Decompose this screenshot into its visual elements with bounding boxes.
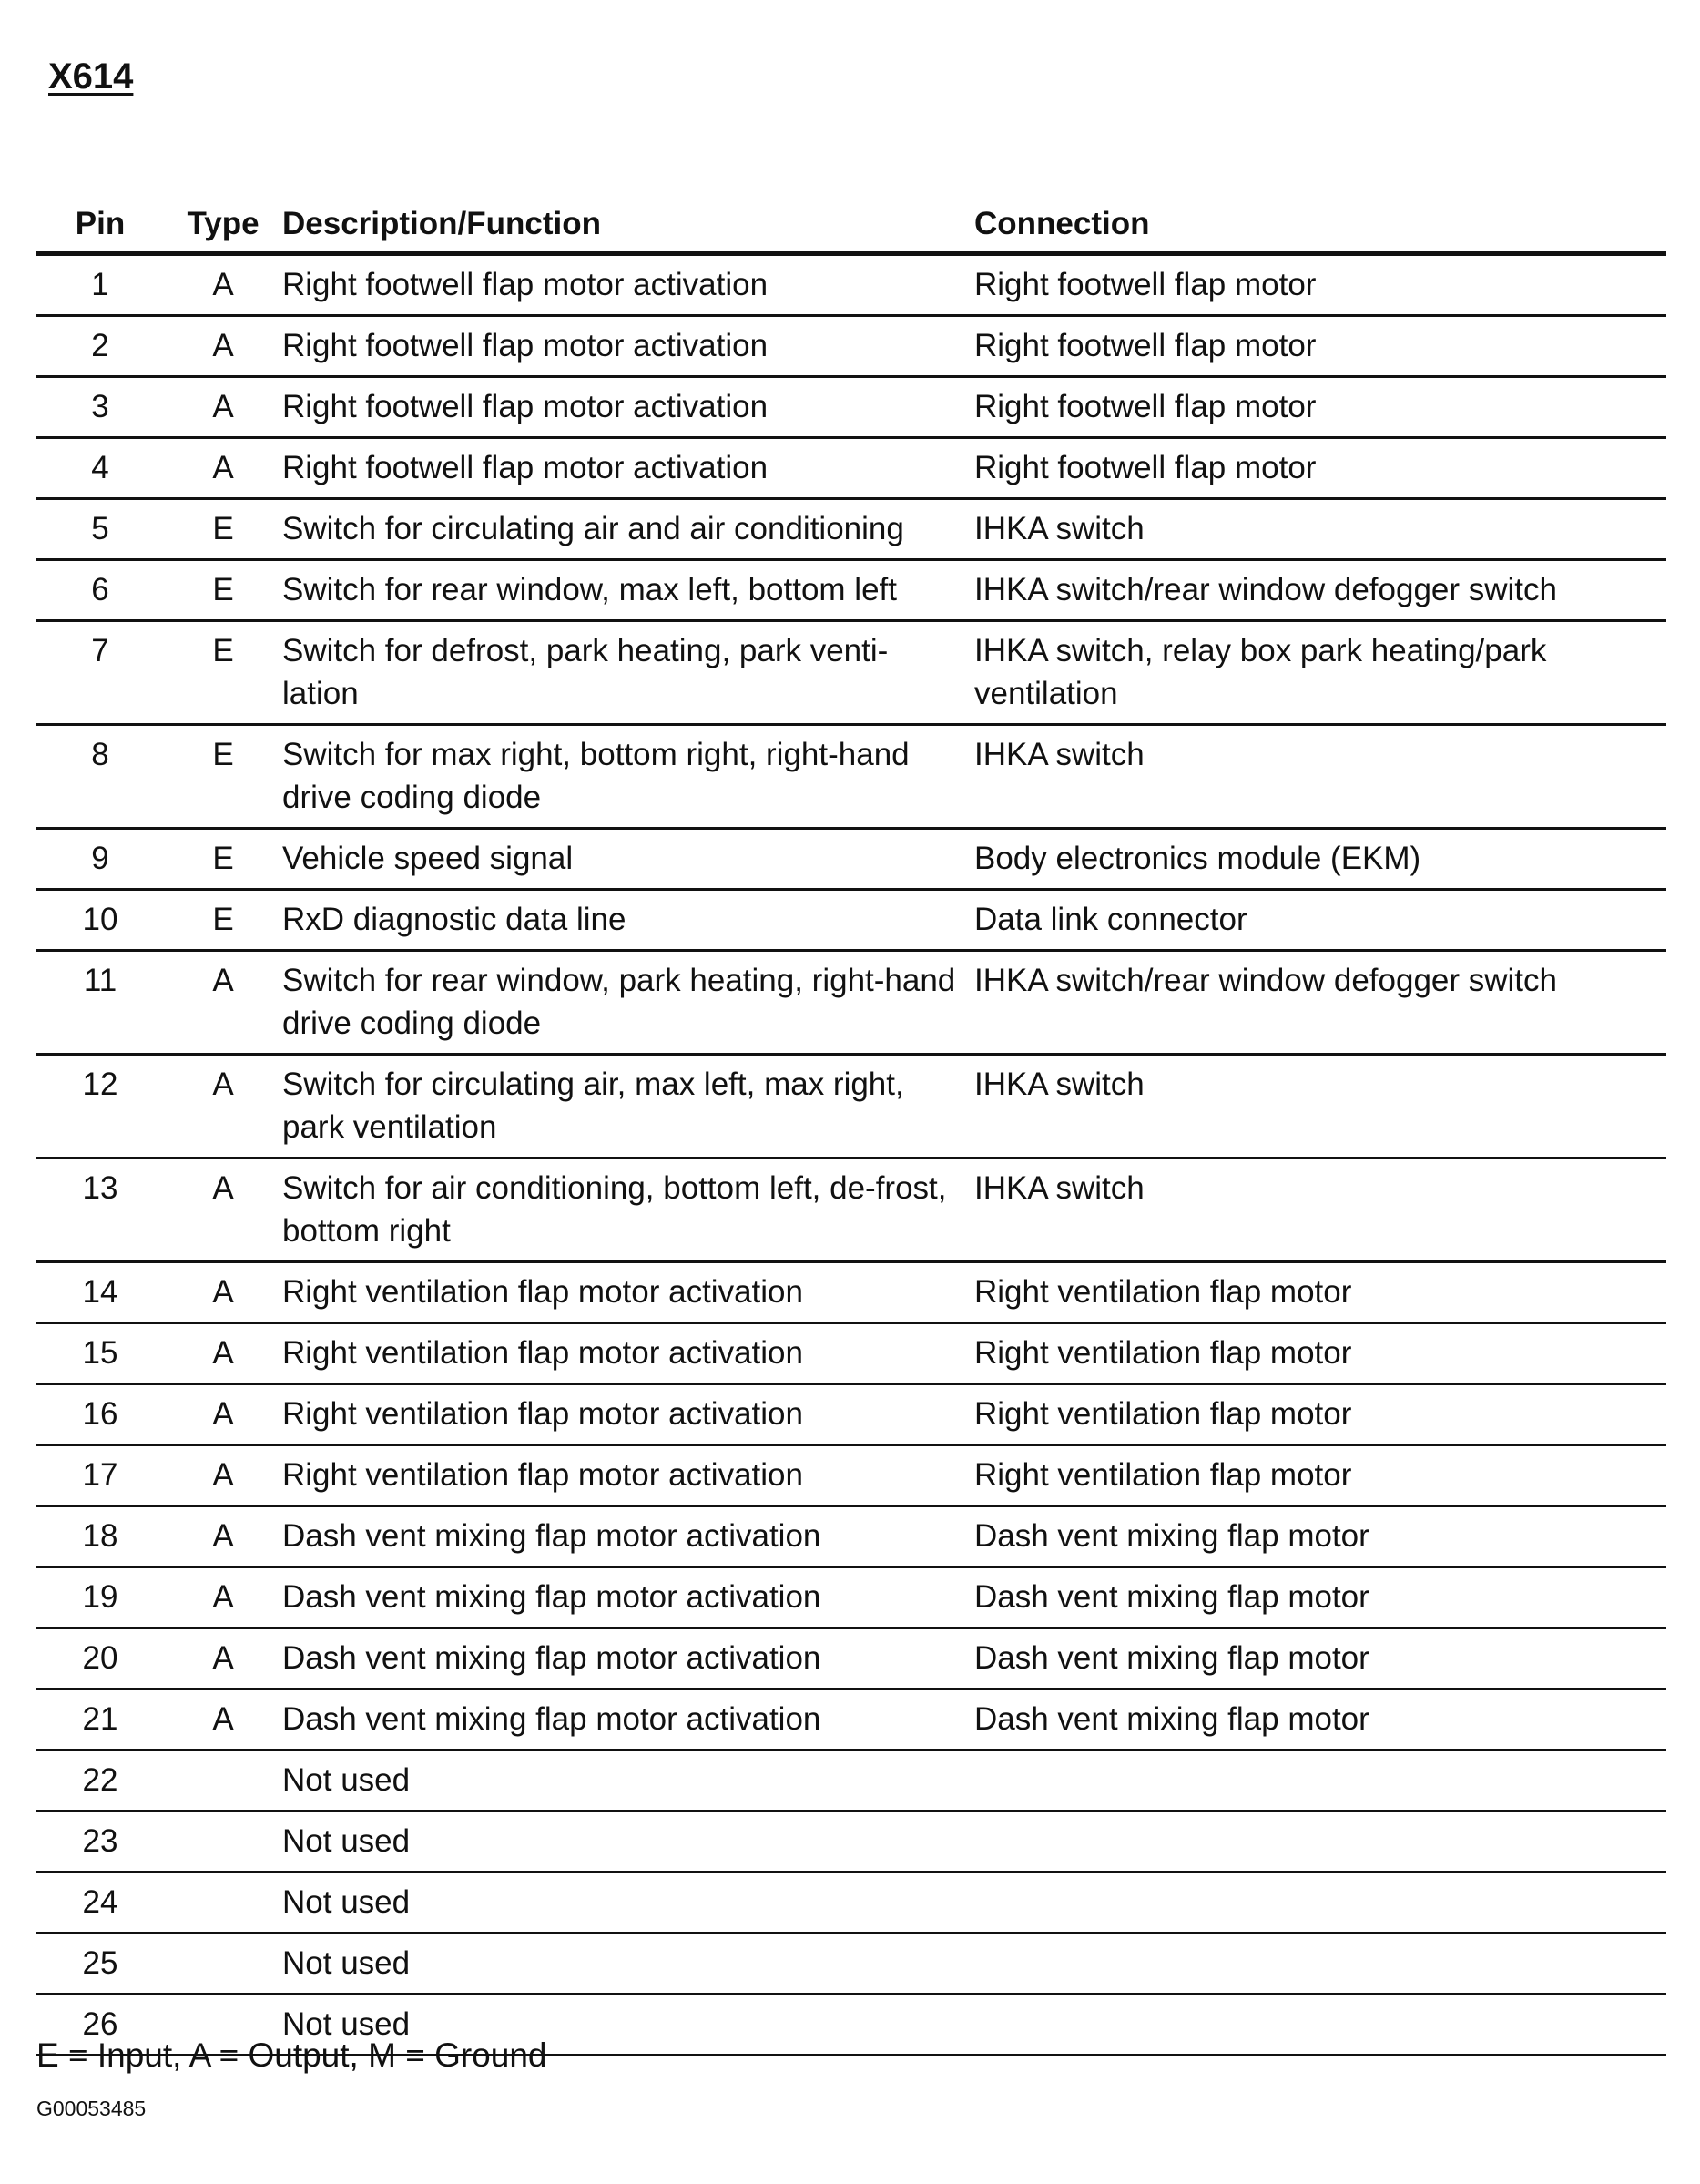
connection-cell: Data link connector: [974, 890, 1666, 951]
pin-cell: 19: [36, 1567, 164, 1628]
connection-cell: IHKA switch/rear window defogger switch: [974, 951, 1666, 1055]
pin-cell: 17: [36, 1445, 164, 1506]
type-cell: [164, 1811, 282, 1873]
column-header-description: Description/Function: [282, 200, 974, 254]
description-cell: Right ventilation flap motor activation: [282, 1323, 974, 1384]
pin-cell: 3: [36, 377, 164, 438]
table-row: [36, 725, 1666, 829]
description-cell: Dash vent mixing flap motor activation: [282, 1567, 974, 1628]
pin-cell: 4: [36, 438, 164, 499]
description-cell: Switch for max right, bottom right, right-hand drive coding diode: [282, 725, 974, 829]
connection-cell: IHKA switch: [974, 1158, 1666, 1262]
description-cell: Not used: [282, 1811, 974, 1873]
description-cell: Switch for defrost, park heating, park venti-lation: [282, 621, 974, 725]
type-cell: E: [164, 829, 282, 890]
description-cell: Switch for rear window, park heating, right-hand drive coding diode: [282, 951, 974, 1055]
table-row: [36, 1934, 1666, 1995]
pin-cell: 21: [36, 1689, 164, 1750]
pin-cell: 23: [36, 1811, 164, 1873]
type-cell: [164, 1934, 282, 1995]
connection-cell: IHKA switch: [974, 1055, 1666, 1158]
type-cell: A: [164, 951, 282, 1055]
connection-cell: [974, 1934, 1666, 1995]
description-cell: Right footwell flap motor activation: [282, 254, 974, 316]
pin-cell: 8: [36, 725, 164, 829]
connection-cell: Dash vent mixing flap motor: [974, 1628, 1666, 1689]
pin-cell: 9: [36, 829, 164, 890]
pin-cell: 16: [36, 1384, 164, 1445]
description-cell: Right footwell flap motor activation: [282, 438, 974, 499]
description-cell: Not used: [282, 1995, 974, 2056]
type-cell: A: [164, 1445, 282, 1506]
type-cell: A: [164, 1506, 282, 1567]
connection-cell: Dash vent mixing flap motor: [974, 1689, 1666, 1750]
type-cell: A: [164, 1158, 282, 1262]
table-row: [36, 1689, 1666, 1750]
table-row: [36, 621, 1666, 725]
table-row: [36, 1323, 1666, 1384]
connection-cell: Right ventilation flap motor: [974, 1384, 1666, 1445]
pin-cell: 2: [36, 316, 164, 377]
table-row: [36, 1445, 1666, 1506]
connection-cell: Right ventilation flap motor: [974, 1445, 1666, 1506]
pin-cell: 10: [36, 890, 164, 951]
pin-cell: 11: [36, 951, 164, 1055]
pin-cell: 7: [36, 621, 164, 725]
pin-cell: 26: [36, 1995, 164, 2056]
type-cell: A: [164, 1689, 282, 1750]
column-header-connection: Connection: [974, 200, 1666, 254]
table-body: [36, 254, 1666, 2056]
table-row: [36, 1873, 1666, 1934]
type-cell: A: [164, 377, 282, 438]
pin-cell: 15: [36, 1323, 164, 1384]
table-row: [36, 1750, 1666, 1811]
description-cell: Right footwell flap motor activation: [282, 377, 974, 438]
connection-cell: IHKA switch/rear window defogger switch: [974, 560, 1666, 621]
pin-cell: 24: [36, 1873, 164, 1934]
connection-cell: Body electronics module (EKM): [974, 829, 1666, 890]
description-cell: Vehicle speed signal: [282, 829, 974, 890]
type-cell: A: [164, 1323, 282, 1384]
description-cell: Switch for circulating air and air conditioning: [282, 499, 974, 560]
type-cell: E: [164, 621, 282, 725]
column-header-pin: Pin: [36, 200, 164, 254]
table-row: [36, 499, 1666, 560]
pin-cell: 22: [36, 1750, 164, 1811]
pin-cell: 1: [36, 254, 164, 316]
description-cell: Right ventilation flap motor activation: [282, 1262, 974, 1323]
table-row: [36, 1158, 1666, 1262]
connection-cell: IHKA switch, relay box park heating/park ventilation: [974, 621, 1666, 725]
table-row: [36, 1262, 1666, 1323]
type-cell: E: [164, 725, 282, 829]
description-cell: Dash vent mixing flap motor activation: [282, 1628, 974, 1689]
table-row: [36, 560, 1666, 621]
table-row: [36, 316, 1666, 377]
pin-cell: 18: [36, 1506, 164, 1567]
connection-cell: Right footwell flap motor: [974, 254, 1666, 316]
type-cell: [164, 1750, 282, 1811]
connection-cell: Right footwell flap motor: [974, 438, 1666, 499]
pin-cell: 14: [36, 1262, 164, 1323]
connection-cell: [974, 1750, 1666, 1811]
connection-cell: Right ventilation flap motor: [974, 1262, 1666, 1323]
description-cell: Switch for rear window, max left, bottom left: [282, 560, 974, 621]
table-row: [36, 951, 1666, 1055]
table-row: [36, 1811, 1666, 1873]
connection-cell: Dash vent mixing flap motor: [974, 1506, 1666, 1567]
type-cell: E: [164, 560, 282, 621]
type-legend: E = Input, A = Output, M = Ground: [36, 2036, 547, 2074]
description-cell: Dash vent mixing flap motor activation: [282, 1689, 974, 1750]
description-cell: RxD diagnostic data line: [282, 890, 974, 951]
table-row: [36, 1628, 1666, 1689]
type-cell: E: [164, 499, 282, 560]
description-cell: Not used: [282, 1750, 974, 1811]
table-row: [36, 1506, 1666, 1567]
pin-cell: 5: [36, 499, 164, 560]
description-cell: Right ventilation flap motor activation: [282, 1384, 974, 1445]
type-cell: A: [164, 316, 282, 377]
type-cell: A: [164, 1384, 282, 1445]
connection-cell: [974, 1873, 1666, 1934]
description-cell: Switch for circulating air, max left, max right, park ventilation: [282, 1055, 974, 1158]
pin-cell: 12: [36, 1055, 164, 1158]
connection-cell: Dash vent mixing flap motor: [974, 1567, 1666, 1628]
connection-cell: Right footwell flap motor: [974, 316, 1666, 377]
pin-cell: 25: [36, 1934, 164, 1995]
table-header-row: [36, 200, 1666, 254]
figure-id: G00053485: [36, 2097, 147, 2120]
pin-cell: 6: [36, 560, 164, 621]
type-cell: A: [164, 1567, 282, 1628]
table-row: [36, 377, 1666, 438]
connection-cell: IHKA switch: [974, 499, 1666, 560]
description-cell: Not used: [282, 1873, 974, 1934]
table-row: [36, 1567, 1666, 1628]
type-cell: A: [164, 1628, 282, 1689]
table-row: [36, 1384, 1666, 1445]
type-cell: A: [164, 438, 282, 499]
column-header-type: Type: [164, 200, 282, 254]
type-cell: [164, 1873, 282, 1934]
table-row: [36, 1055, 1666, 1158]
type-cell: A: [164, 1262, 282, 1323]
type-cell: A: [164, 1055, 282, 1158]
description-cell: Dash vent mixing flap motor activation: [282, 1506, 974, 1567]
type-cell: E: [164, 890, 282, 951]
connection-cell: [974, 1995, 1666, 2056]
connection-cell: Right ventilation flap motor: [974, 1323, 1666, 1384]
connection-cell: [974, 1811, 1666, 1873]
pin-cell: 20: [36, 1628, 164, 1689]
pin-cell: 13: [36, 1158, 164, 1262]
table-row: [36, 890, 1666, 951]
pin-assignment-table: [36, 200, 1666, 2056]
connection-cell: Right footwell flap motor: [974, 377, 1666, 438]
description-cell: Switch for air conditioning, bottom left, de-frost, bottom right: [282, 1158, 974, 1262]
table-row: [36, 254, 1666, 316]
description-cell: Right ventilation flap motor activation: [282, 1445, 974, 1506]
description-cell: Right footwell flap motor activation: [282, 316, 974, 377]
connection-cell: IHKA switch: [974, 725, 1666, 829]
type-cell: A: [164, 254, 282, 316]
description-cell: Not used: [282, 1934, 974, 1995]
table-row: [36, 438, 1666, 499]
page-title: X614: [48, 56, 134, 97]
table-row: [36, 829, 1666, 890]
